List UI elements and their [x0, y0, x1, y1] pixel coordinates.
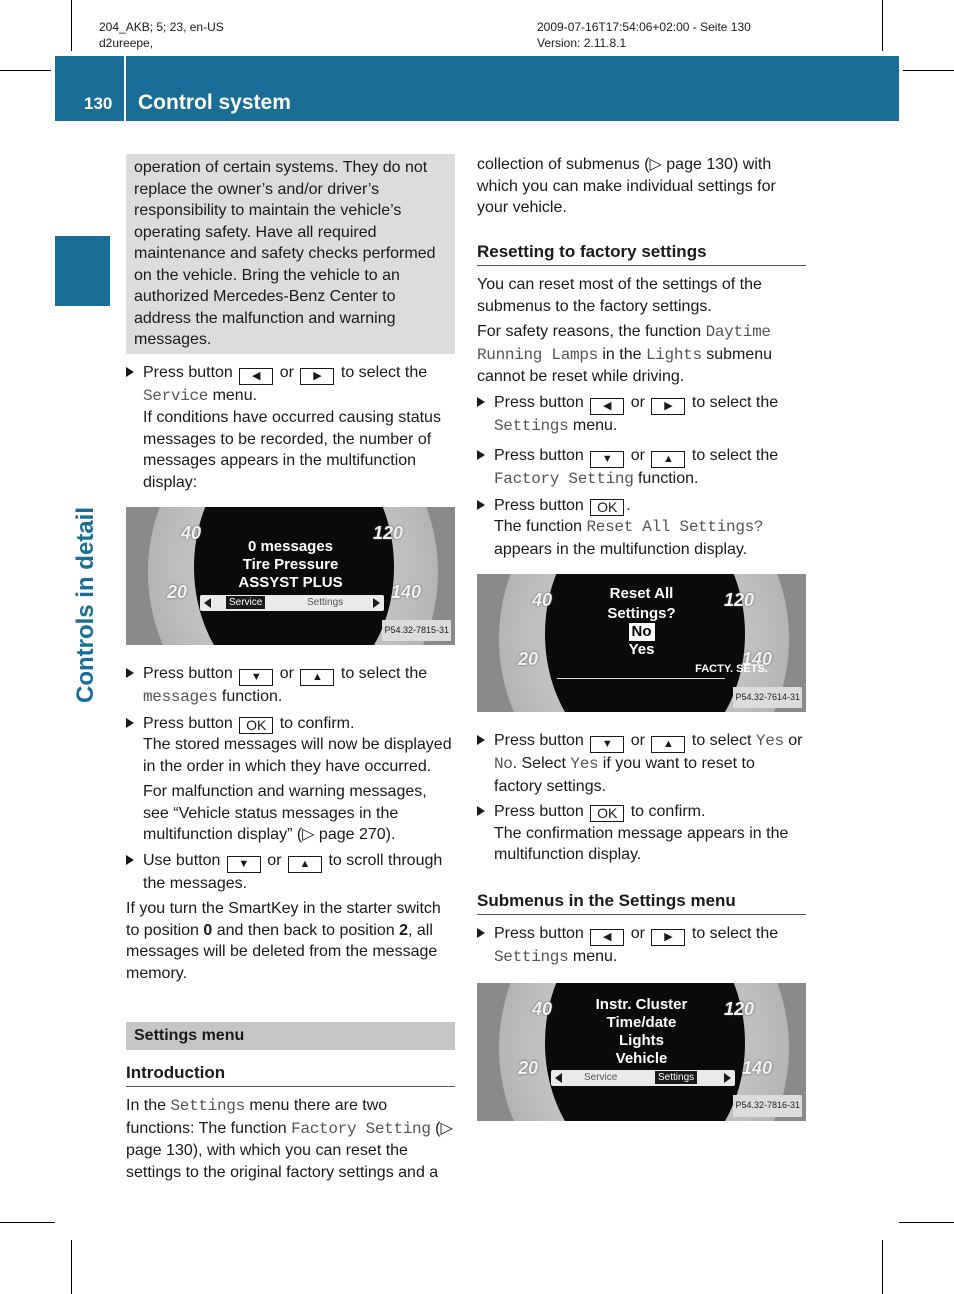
crop-mark — [0, 70, 51, 71]
display-text: Factory Setting — [494, 470, 634, 488]
side-tab — [66, 505, 106, 705]
display-line: Yes — [628, 641, 655, 658]
menu-left-icon — [204, 598, 211, 608]
down-arrow-key-icon: ▼ — [590, 451, 624, 468]
menu-item-settings: Settings — [655, 1071, 697, 1084]
subsection-heading: Introduction — [126, 1062, 455, 1088]
step-arrow-icon — [126, 367, 134, 377]
figure-code: P54.32-7614-31 — [733, 687, 802, 709]
body-paragraph: You can reset most of the settings of the submenus to the factory settings. — [477, 276, 762, 315]
menu-right-icon — [724, 1073, 731, 1083]
speed-label: 40 — [532, 590, 553, 610]
display-line — [477, 623, 806, 641]
step-result-line: appears in the multifunction display. — [494, 540, 748, 558]
step-arrow-icon — [126, 718, 134, 728]
display-line: Lights — [619, 1031, 664, 1049]
step-item: Press button OK to confirm. — [126, 713, 455, 735]
body-paragraph: collection of submenus (▷ page 130) with which you can make individual settings for your vehicle. — [477, 156, 776, 216]
page-title: Control system — [138, 91, 291, 114]
down-arrow-key-icon: ▼ — [590, 736, 624, 753]
speed-label: 40 — [532, 998, 553, 1019]
meta-line: d2ureepe, — [99, 36, 154, 50]
crop-mark — [882, 0, 883, 51]
step-item: Press button ▼ or ▲ to select the messages function. — [126, 663, 455, 709]
body-paragraph: In the Settings menu there are two functions: The function Factory Setting (▷ page 130), with which you can reset the settings to the original factory settings and a — [126, 1097, 453, 1181]
instrument-cluster-image — [477, 574, 806, 712]
step-result: If conditions have occurred causing status messages to be recorded, the number of messages appears in the multifunction display: — [143, 409, 441, 491]
step-arrow-icon — [477, 500, 485, 510]
display-menu-bar — [200, 595, 384, 611]
up-arrow-key-icon: ▲ — [651, 736, 685, 753]
speed-label: 140 — [742, 1057, 773, 1078]
display-underline — [557, 678, 725, 679]
display-text: Settings — [494, 416, 569, 435]
speed-label: 20 — [167, 582, 188, 602]
subsection-heading: Submenus in the Settings menu — [477, 890, 806, 916]
display-line: Time/date — [606, 1013, 677, 1031]
speed-label: 20 — [518, 1057, 539, 1078]
side-tab-label: Controls in detail — [72, 507, 99, 704]
up-arrow-key-icon: ▲ — [300, 669, 334, 686]
speed-label: 140 — [391, 582, 422, 602]
left-column — [126, 154, 455, 1183]
display-line: FACTY. SETS. — [695, 663, 768, 675]
right-arrow-key-icon: ▶ — [651, 398, 685, 415]
step-arrow-icon — [477, 397, 485, 407]
body-paragraph: If you turn the SmartKey in the starter switch to position 0 and then back to position 2, all messages will be deleted from the message memory. — [126, 900, 441, 982]
step-arrow-icon — [477, 450, 485, 460]
display-line: Settings? — [607, 605, 676, 622]
down-arrow-key-icon: ▼ — [227, 856, 261, 873]
step-item: Use button ▼ or ▲ to scroll through the messages. — [126, 850, 455, 895]
speed-label: 120 — [373, 523, 404, 543]
right-arrow-key-icon: ▶ — [651, 929, 685, 946]
step-item: Press button ◀ or ▶ to select the Settings menu. — [477, 392, 806, 438]
speed-label: 140 — [742, 649, 773, 669]
down-arrow-key-icon: ▼ — [239, 669, 273, 686]
body-paragraph: For safety reasons, the function Daytime Running Lamps in the Lights submenu cannot be reset while driving. — [477, 323, 773, 385]
meta-line: 204_AKB; 5; 23, en-US — [99, 20, 224, 34]
display-text: Settings — [494, 948, 569, 966]
ok-key-icon: OK — [239, 717, 273, 734]
crop-mark — [0, 1222, 55, 1223]
display-text: Reset All Settings? — [586, 518, 764, 536]
subsection-heading: Resetting to factory settings — [477, 241, 806, 267]
figure-code: P54.32-7815-31 — [382, 620, 451, 642]
step-arrow-icon — [126, 855, 134, 865]
menu-right-icon — [373, 598, 380, 608]
step-arrow-icon — [126, 668, 134, 678]
instrument-cluster-image — [126, 507, 455, 645]
display-menu-bar — [551, 1070, 735, 1086]
right-arrow-key-icon: ▶ — [300, 368, 334, 385]
step-item: Press button ▼ or ▲ to select the Factory Setting function. — [477, 445, 806, 491]
warning-note: operation of certain systems. They do not replace the owner’s and/or driver’s responsibility to maintain the vehicle’s operating safety. Have all required maintenance and safety checks performed on the vehicle. Bring the vehicle to an authorized Mercedes-Benz Center to address the malfunction and warning messages. — [126, 154, 455, 354]
step-result: The confirmation message appears in the multifunction display. — [494, 824, 789, 863]
meta-line: Version: 2.11.8.1 — [537, 36, 627, 50]
crop-mark — [71, 0, 72, 51]
header-meta-left — [99, 19, 224, 51]
menu-left-icon — [555, 1073, 562, 1083]
left-arrow-key-icon: ◀ — [239, 368, 273, 385]
step-result: The function Reset All Settings? appears in the multifunction display. — [477, 516, 806, 560]
step-arrow-icon — [477, 806, 485, 816]
display-line: Reset All — [609, 585, 674, 602]
section-heading: Settings menu — [126, 1022, 455, 1050]
display-text: Settings — [170, 1097, 245, 1115]
speed-label: 20 — [518, 649, 539, 669]
menu-item-service: Service — [226, 596, 265, 609]
display-text: messages — [143, 688, 218, 706]
speed-label: 40 — [181, 523, 202, 543]
header-separator — [124, 56, 126, 121]
display-line: Tire Pressure — [242, 556, 339, 573]
display-line: 0 messages — [247, 538, 334, 555]
instrument-cluster-image — [477, 983, 806, 1121]
display-line: ASSYST PLUS — [238, 574, 343, 591]
display-text: Yes — [755, 732, 784, 750]
left-arrow-key-icon: ◀ — [590, 398, 624, 415]
display-text: Yes — [570, 755, 599, 773]
step-item: Press button ◀ or ▶ to select the Service menu. — [126, 362, 455, 408]
ok-key-icon: OK — [590, 499, 624, 516]
selected-option: No — [629, 623, 655, 641]
right-column — [477, 154, 806, 1139]
display-text: No — [494, 755, 513, 773]
side-marker — [55, 236, 110, 306]
step-arrow-icon — [477, 928, 485, 938]
page-number: 130 — [84, 94, 113, 113]
display-text: Service — [143, 386, 209, 405]
menu-item-settings: Settings — [307, 597, 344, 608]
header-meta-right — [537, 19, 751, 51]
speed-label: 120 — [724, 590, 755, 610]
menu-item-service: Service — [584, 1071, 618, 1083]
step-result: For malfunction and warning messages, see “Vehicle status messages in the multifunction display” (▷ page 270). — [143, 783, 427, 843]
step-item: Press button OK to confirm. — [477, 801, 806, 823]
display-text: Factory Setting — [291, 1119, 431, 1138]
display-text: Lights — [645, 345, 702, 364]
display-line: Instr. Cluster — [595, 995, 688, 1013]
up-arrow-key-icon: ▲ — [288, 856, 322, 873]
step-arrow-icon — [477, 735, 485, 745]
step-result: The stored messages will now be displayed in the order in which they have occurred. — [143, 736, 452, 775]
meta-line: 2009-07-16T17:54:06+02:00 - Seite 130 — [537, 20, 751, 34]
crop-mark — [899, 1222, 954, 1223]
speed-label: 120 — [724, 998, 755, 1019]
display-text: Daytime Running Lamps — [477, 323, 771, 364]
ok-key-icon: OK — [590, 805, 624, 822]
left-arrow-key-icon: ◀ — [590, 929, 624, 946]
figure-code: P54.32-7816-31 — [733, 1095, 802, 1117]
crop-mark — [71, 1240, 72, 1294]
up-arrow-key-icon: ▲ — [651, 451, 685, 468]
crop-mark — [903, 70, 954, 71]
step-item: Press button ▼ or ▲ to select Yes or No. Select Yes if you want to reset to factory settings. — [477, 730, 806, 797]
step-item: Press button ◀ or ▶ to select the Settings menu. — [477, 923, 806, 969]
step-item: Press button OK . — [477, 495, 806, 517]
crop-mark — [882, 1240, 883, 1294]
display-line: Vehicle — [615, 1049, 668, 1067]
